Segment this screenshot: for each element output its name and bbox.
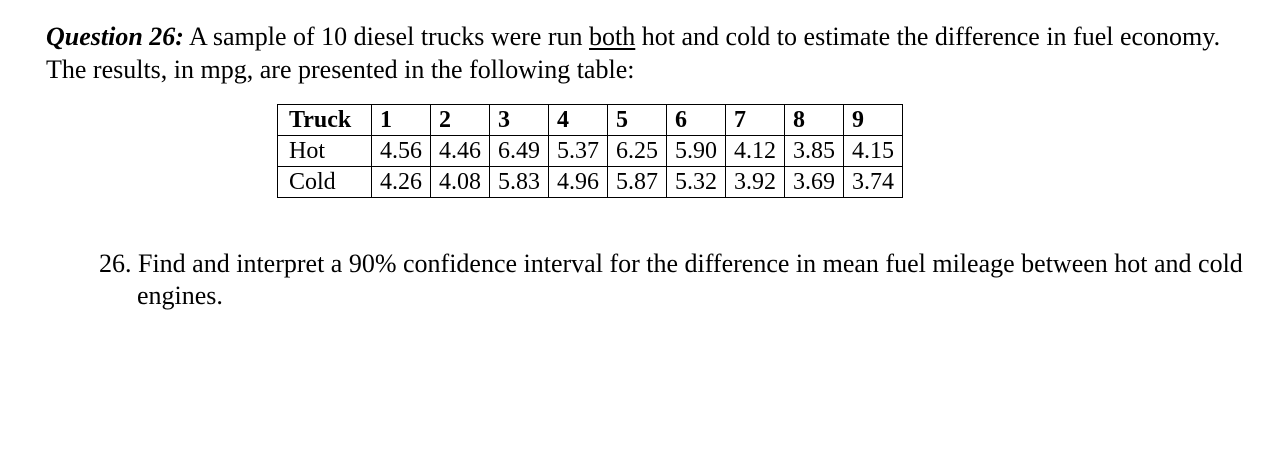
table-header-cell: 2 [431,105,490,136]
table-cell: 5.37 [549,136,608,167]
table-row-cold [278,167,903,198]
table-header-cell: 6 [667,105,726,136]
question-text: Find and interpret a 90% confidence interval for the difference in mean fuel mileage between hot and cold engines. [137,249,1243,310]
table-header-cell: 7 [726,105,785,136]
table-header-cell: 9 [844,105,903,136]
table-cell: 4.15 [844,136,903,167]
table-header-cell: 4 [549,105,608,136]
intro-paragraph [46,20,1226,86]
fuel-economy-table [277,104,903,198]
question-number: 26. [99,249,132,278]
question-item [99,248,1264,312]
table-header-row [278,105,903,136]
question-label: Question 26: [46,22,184,51]
table-row-label: Hot [278,136,372,167]
table-header-cell: 8 [785,105,844,136]
table-cell: 3.69 [785,167,844,198]
table-cell: 4.26 [372,167,431,198]
table-row-label: Cold [278,167,372,198]
table-cell: 5.87 [608,167,667,198]
table-cell: 5.83 [490,167,549,198]
intro-text-after: hot and cold to estimate the difference in fuel economy. The results, in mpg, are presented in the following table: [46,22,1221,84]
table-cell: 4.96 [549,167,608,198]
table-header-cell: 3 [490,105,549,136]
table-row-hot [278,136,903,167]
table-cell: 4.46 [431,136,490,167]
intro-emphasis: both [589,22,636,51]
table-cell: 4.12 [726,136,785,167]
table-cell: 5.32 [667,167,726,198]
table-cell: 6.25 [608,136,667,167]
table-header-cell: 5 [608,105,667,136]
table-header-cell: Truck [278,105,372,136]
table-cell: 5.90 [667,136,726,167]
table-cell: 3.92 [726,167,785,198]
table-header-cell: 1 [372,105,431,136]
table-cell: 3.85 [785,136,844,167]
intro-text-before: A sample of 10 diesel trucks were run [183,22,590,51]
table-cell: 4.08 [431,167,490,198]
table-cell: 4.56 [372,136,431,167]
table-cell: 3.74 [844,167,903,198]
table-cell: 6.49 [490,136,549,167]
